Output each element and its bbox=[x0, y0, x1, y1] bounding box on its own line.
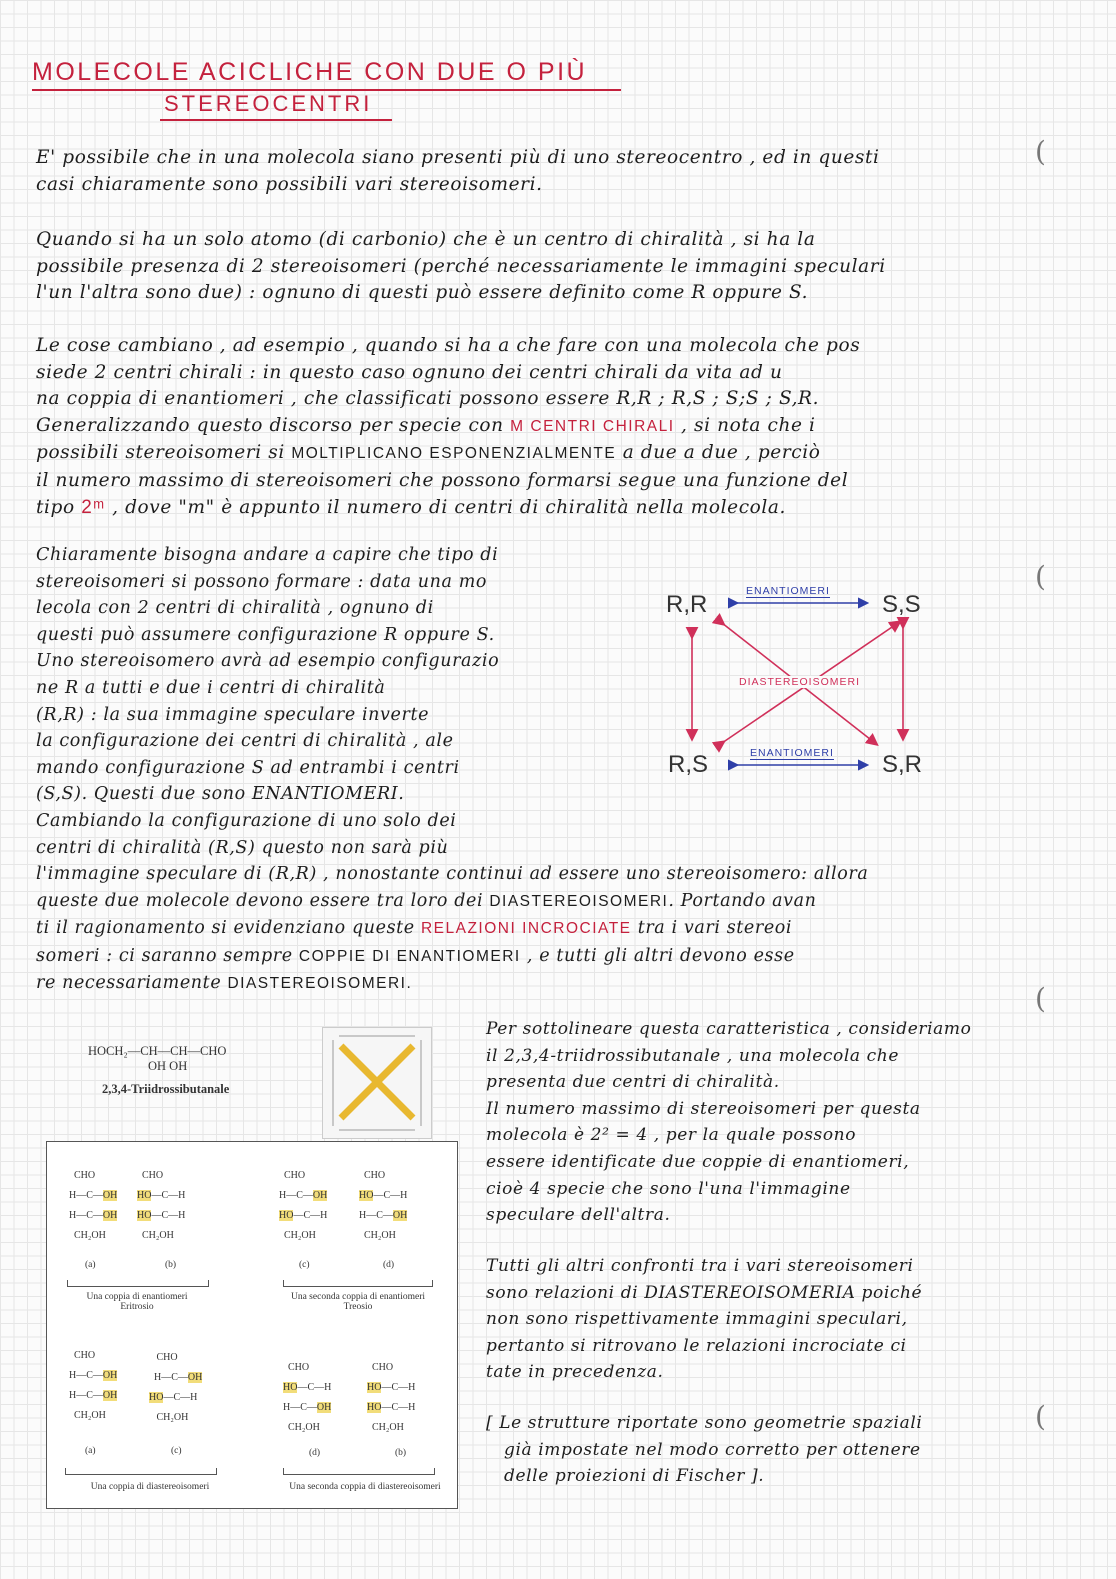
text-span: , e tutti gli altri devono esse bbox=[526, 945, 795, 966]
caption-treosio: Una seconda coppia di enantiomeri Treosio bbox=[290, 1292, 425, 1312]
paragraph-single-center bbox=[36, 227, 886, 307]
label-enantiomeri-top: ENANTIOMERI bbox=[746, 585, 830, 597]
page-subtitle: STEREOCENTRI bbox=[160, 91, 392, 121]
text-span: possibili stereoisomeri si bbox=[36, 442, 285, 464]
text-span: , dove "m" è appunto il numero di centri di chiralità nella molecola. bbox=[112, 496, 787, 518]
text-line: pertanto si ritrovano le relazioni incrociate ci bbox=[486, 1335, 907, 1356]
text-line: casi chiaramente sono possibili vari stereoisomeri. bbox=[36, 173, 543, 195]
margin-mark: ( bbox=[1035, 982, 1046, 1015]
fischer-molecule: CHO HO—C—H HO—C—H CH₂OH bbox=[137, 1170, 186, 1241]
text-line: stereoisomeri si possono formare : data una mo bbox=[36, 571, 488, 592]
label-enantiomeri-bottom: ENANTIOMERI bbox=[750, 747, 834, 759]
emphasis-moltiplicano: MOLTIPLICANO ESPONENZIALMENTE bbox=[291, 445, 617, 463]
text-line: cioè 4 specie che sono l'una l'immagine bbox=[486, 1178, 851, 1199]
text-span: someri : ci saranno sempre bbox=[36, 945, 293, 966]
text-span: , si nota che i bbox=[681, 414, 816, 436]
label-diastereoisomeri: DIASTEREOISOMERI bbox=[736, 676, 863, 688]
molecule-label: (c) bbox=[299, 1260, 310, 1270]
text-span: queste due molecole devono essere tra loro dei bbox=[36, 890, 484, 911]
text-line: speculare dell'altra. bbox=[486, 1205, 671, 1226]
text-line: già impostate nel modo corretto per ottenere bbox=[504, 1439, 921, 1460]
caption-eritrosio: Una coppia di enantiomeri Eritrosio bbox=[86, 1292, 188, 1312]
text-line bbox=[36, 915, 868, 943]
text-span: tipo bbox=[36, 496, 75, 518]
text-line: molecola è 2² = 4 , per la quale possono bbox=[486, 1125, 857, 1146]
text-line bbox=[36, 888, 868, 916]
paragraph-example bbox=[486, 1016, 971, 1229]
molecule-label: (b) bbox=[395, 1448, 407, 1458]
emphasis-diastereoisomeri-2: DIASTEREOISOMERI. bbox=[227, 975, 413, 993]
text-line: non sono rispettivamente immagini speculari, bbox=[486, 1309, 908, 1330]
text-line: il numero massimo di stereoisomeri che possono formarsi segue una funzione del bbox=[36, 469, 849, 491]
fischer-molecule: CHO H—C—OH HO—C—H CH₂OH bbox=[279, 1170, 328, 1241]
label-sr: S,R bbox=[882, 751, 923, 778]
stereoisomer-relation-diagram bbox=[660, 575, 940, 795]
brace bbox=[283, 1468, 435, 1475]
text-line: la configurazione dei centri di chiralità , ale bbox=[36, 731, 454, 752]
molecule-label: (a) bbox=[85, 1260, 96, 1270]
text-line: essere identificate due coppie di enantiomeri, bbox=[486, 1151, 910, 1172]
relationship-thumbnail bbox=[322, 1027, 432, 1139]
text-line bbox=[36, 943, 868, 971]
brace bbox=[283, 1280, 433, 1287]
paragraph-stereoisomer-types bbox=[36, 542, 499, 861]
text-span: ti il ragionamento si evidenziano queste bbox=[36, 918, 415, 939]
text-line: na coppia di enantiomeri , che classificati possono essere R,R ; R,S ; S;S ; S,R. bbox=[36, 388, 820, 410]
fischer-molecule: CHO HO—C—H H—C—OH CH₂OH bbox=[283, 1362, 332, 1433]
text-span: . Portando avan bbox=[668, 890, 817, 911]
fischer-molecule: CHO H—C—OH HO—C—H CH₂OH bbox=[149, 1352, 203, 1423]
fischer-projections-figure bbox=[46, 1141, 458, 1509]
text-line: Il numero massimo di stereoisomeri per questa bbox=[486, 1098, 921, 1119]
paragraph-fischer-note bbox=[486, 1410, 922, 1490]
molecule-label: (d) bbox=[383, 1260, 395, 1270]
molecule-label: (c) bbox=[171, 1446, 182, 1456]
caption-diastereo-1: Una coppia di diastereoisomeri bbox=[90, 1482, 210, 1492]
highlight-n-centri: M CENTRI CHIRALI bbox=[510, 417, 675, 435]
text-line: ne R a tutti e due i centri di chiralità bbox=[36, 677, 386, 698]
formula-triidrossibutanale bbox=[88, 1044, 229, 1097]
formula-name: 2,3,4-Triidrossibutanale bbox=[102, 1082, 230, 1096]
formula-line: OH OH bbox=[148, 1059, 188, 1073]
text-line: lecola con 2 centri di chiralità , ognuno di bbox=[36, 598, 434, 619]
fischer-molecule: CHO HO—C—H H—C—OH CH₂OH bbox=[359, 1170, 408, 1241]
text-line: [ Le strutture riportate sono geometrie spaziali bbox=[486, 1413, 923, 1433]
paragraph-crossed-relations bbox=[36, 861, 868, 998]
paragraph-multiple-centers bbox=[36, 333, 860, 521]
thumbnail-drawing bbox=[323, 1028, 431, 1138]
text-line: Chiaramente bisogna andare a capire che tipo di bbox=[36, 545, 499, 565]
caption-diastereo-2: Una seconda coppia di diastereoisomeri bbox=[289, 1482, 441, 1492]
text-line bbox=[36, 970, 868, 998]
text-line: il 2,3,4-triidrossibutanale , una molecola che bbox=[486, 1045, 899, 1066]
molecule-label: (a) bbox=[85, 1446, 96, 1456]
fischer-molecule: CHO H—C—OH H—C—OH CH₂OH bbox=[69, 1350, 118, 1421]
text-span: re necessariamente bbox=[36, 973, 222, 994]
molecule-label: (d) bbox=[309, 1448, 321, 1458]
text-line: presenta due centri di chiralità. bbox=[486, 1072, 780, 1093]
molecule-label: (b) bbox=[165, 1260, 177, 1270]
text-line: tate in precedenza. bbox=[486, 1362, 664, 1383]
emphasis-diastereoisomeri: DIASTEREOISOMERI bbox=[489, 892, 669, 910]
label-rs: R,S bbox=[668, 751, 709, 778]
brace bbox=[67, 1280, 209, 1287]
text-line: Quando si ha un solo atomo (di carbonio) che è un centro di chiralità , si ha la bbox=[36, 229, 816, 250]
text-line: l'immagine speculare di (R,R) , nonostante continui ad essere uno stereoisomero: allora bbox=[36, 864, 869, 884]
margin-mark: ( bbox=[1035, 135, 1046, 168]
text-line: Le cose cambiano , ad esempio , quando si ha a che fare con una molecola che pos bbox=[36, 335, 861, 356]
formula-2-power-m: 2ᵐ bbox=[81, 496, 106, 518]
highlight-relazioni-incrociate: RELAZIONI INCROCIATE bbox=[420, 920, 632, 938]
margin-mark: ( bbox=[1035, 1400, 1046, 1433]
text-line bbox=[36, 413, 860, 441]
text-span: Generalizzando questo discorso per specie con bbox=[36, 414, 504, 436]
text-line: delle proiezioni di Fischer ]. bbox=[504, 1466, 765, 1487]
text-line: Per sottolineare questa caratteristica , consideriamo bbox=[486, 1019, 972, 1039]
text-line: sono relazioni di DIASTEREOISOMERIA poiché bbox=[486, 1282, 923, 1303]
text-span: tra i vari stereoi bbox=[637, 918, 793, 939]
text-line: Uno stereoisomero avrà ad esempio configurazio bbox=[36, 651, 500, 672]
fischer-molecule: CHO HO—C—H HO—C—H CH₂OH bbox=[367, 1362, 416, 1433]
text-line: (R,R) : la sua immagine speculare inverte bbox=[36, 704, 430, 725]
text-line: Tutti gli altri confronti tra i vari stereoisomeri bbox=[486, 1256, 914, 1276]
brace bbox=[65, 1468, 217, 1475]
text-span: a due a due , perciò bbox=[622, 442, 821, 464]
text-line: E' possibile che in una molecola siano presenti più di uno stereocentro , ed in questi bbox=[36, 147, 880, 168]
text-line: questi può assumere configurazione R oppure S. bbox=[36, 624, 495, 645]
text-line: (S,S). Questi due sono ENANTIOMERI. bbox=[36, 784, 405, 805]
formula-line: HOCH₂—CH—CH—CHO bbox=[88, 1044, 227, 1058]
label-ss: S,S bbox=[882, 591, 921, 618]
emphasis-coppie-enantiomeri: COPPIE DI ENANTIOMERI bbox=[298, 947, 521, 965]
text-line bbox=[36, 495, 860, 522]
text-line bbox=[36, 440, 860, 468]
text-line: mando configurazione S ad entrambi i centri bbox=[36, 757, 460, 778]
fischer-molecule: CHO H—C—OH H—C—OH CH₂OH bbox=[69, 1170, 118, 1241]
paragraph-intro bbox=[36, 145, 880, 198]
text-line: siede 2 centri chirali : in questo caso ognuno dei centri chirali da vita ad u bbox=[36, 361, 783, 383]
label-rr: R,R bbox=[666, 591, 708, 618]
paragraph-diastereoisomeria bbox=[486, 1253, 922, 1386]
margin-mark: ( bbox=[1035, 560, 1046, 593]
text-line: Cambiando la configurazione di uno solo dei bbox=[36, 810, 457, 831]
page-title: MOLECOLE ACICLICHE CON DUE O PIÙ bbox=[32, 58, 621, 91]
text-line: centri di chiralità (R,S) questo non sarà più bbox=[36, 837, 449, 858]
text-line: possibile presenza di 2 stereoisomeri (perché necessariamente le immagini speculari bbox=[36, 255, 886, 277]
text-line: l'un l'altra sono due) : ognuno di questi può essere definito come R oppure S. bbox=[36, 282, 809, 304]
